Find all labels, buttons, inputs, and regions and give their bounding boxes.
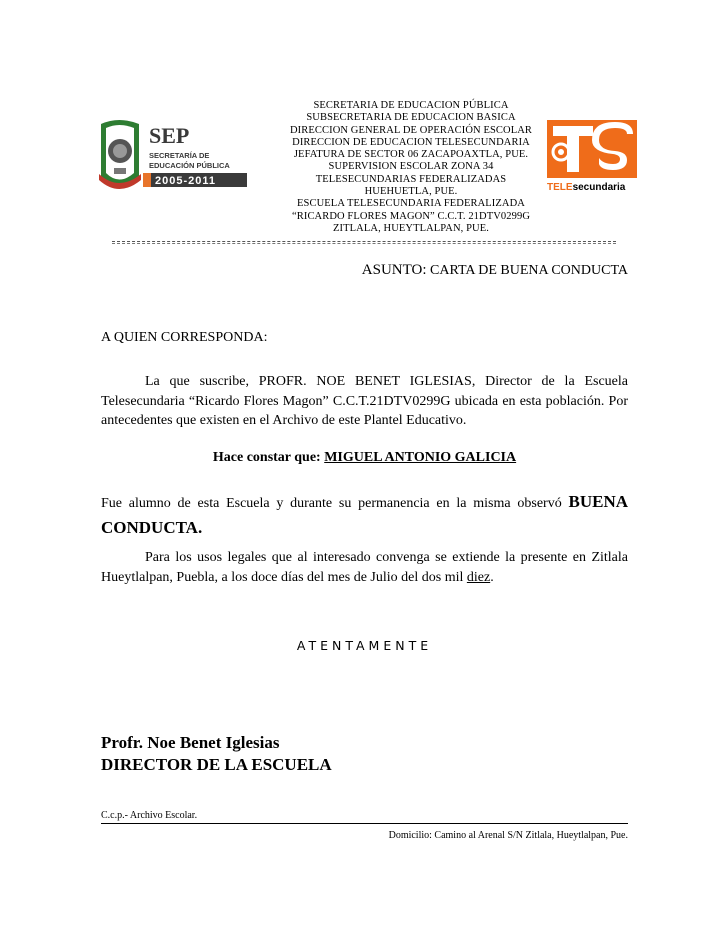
closing: ATENTAMENTE bbox=[296, 638, 433, 653]
seal-emblem-icon bbox=[99, 120, 141, 189]
header-line: HUEHUETLA, PUE. bbox=[364, 186, 458, 198]
signature-block bbox=[101, 732, 332, 776]
footer-divider bbox=[101, 823, 628, 824]
issue-end: . bbox=[490, 569, 494, 585]
header-line: SUPERVISION ESCOLAR ZONA 34 bbox=[328, 161, 494, 173]
conduct-text: Fue alumno de esta Escuela y durante su permanencia en la misma observó bbox=[101, 496, 569, 511]
header-divider-2 bbox=[112, 243, 616, 244]
ts-caption-b: secundaria bbox=[572, 182, 626, 192]
header-line: DIRECCION GENERAL DE OPERACIÓN ESCOLAR bbox=[290, 124, 532, 136]
subject-line bbox=[362, 262, 628, 279]
addressee: A QUIEN CORRESPONDA: bbox=[101, 330, 268, 345]
student-name: MIGUEL ANTONIO GALICIA bbox=[324, 450, 517, 465]
ts-caption-a: TELE bbox=[547, 182, 573, 192]
sep-line1: SECRETARÍA DE bbox=[149, 151, 210, 160]
subject-label: ASUNTO: bbox=[361, 262, 427, 278]
sep-acronym: SEP bbox=[149, 123, 190, 148]
signer-name: Profr. Noe Benet Iglesias bbox=[101, 733, 280, 752]
paragraph-conduct bbox=[101, 490, 628, 542]
paragraph-intro: La que suscribe, PROFR. NOE BENET IGLESIAS, Director de la Escuela Telesecundaria “Ricardo Flores Magon” C.C.T.21DTV0299G ubicada en esta población. Por antecedentes que existen en el Archivo de este Plantel Educativo. bbox=[101, 374, 628, 428]
footer-address: Domicilio: Camino al Arenal S/N Zitlala, Hueytlalpan, Pue. bbox=[388, 830, 628, 841]
subject-text: CARTA DE BUENA CONDUCTA bbox=[426, 263, 628, 278]
issue-text: Para los usos legales que al interesado convenga se extiende la presente en Zitlala Hueytlalpan, Puebla, a los doce días del mes de Julio del dos mil bbox=[101, 550, 628, 585]
header-line: ESCUELA TELESECUNDARIA FEDERALIZADA bbox=[297, 198, 525, 210]
telesecundaria-logo bbox=[547, 120, 637, 192]
header-line: SUBSECRETARIA DE EDUCACION BASICA bbox=[306, 112, 516, 124]
issue-year: diez bbox=[466, 569, 491, 585]
svg-text:TELEsecundaria bbox=[547, 182, 626, 192]
certify-prefix: Hace constar que: bbox=[212, 450, 325, 465]
conduct-emphasis: BUENA CONDUCTA. bbox=[101, 492, 628, 537]
paragraph-issue bbox=[101, 548, 628, 587]
letterhead-text bbox=[280, 100, 542, 235]
header-line: JEFATURA DE SECTOR 06 ZACAPOAXTLA, PUE. bbox=[293, 149, 529, 161]
signer-title: DIRECTOR DE LA ESCUELA bbox=[101, 755, 332, 774]
header-divider bbox=[112, 241, 616, 242]
sep-years: 2005-2011 bbox=[155, 175, 216, 187]
header-line: “RICARDO FLORES MAGON” C.C.T. 21DTV0299G bbox=[291, 210, 530, 222]
header-line: SECRETARIA DE EDUCACION PÚBLICA bbox=[313, 100, 509, 111]
header-line: TELESECUNDARIAS FEDERALIZADAS bbox=[315, 173, 507, 185]
sep-line2: EDUCACIÓN PÚBLICA bbox=[149, 161, 230, 170]
certification-line bbox=[101, 450, 628, 466]
header-line: ZITLALA, HUEYTLALPAN, PUE. bbox=[333, 222, 489, 234]
carbon-copy: C.c.p.- Archivo Escolar. bbox=[101, 810, 198, 821]
header-line: DIRECCION DE EDUCACION TELESECUNDARIA bbox=[292, 136, 530, 148]
sep-logo bbox=[97, 118, 247, 192]
